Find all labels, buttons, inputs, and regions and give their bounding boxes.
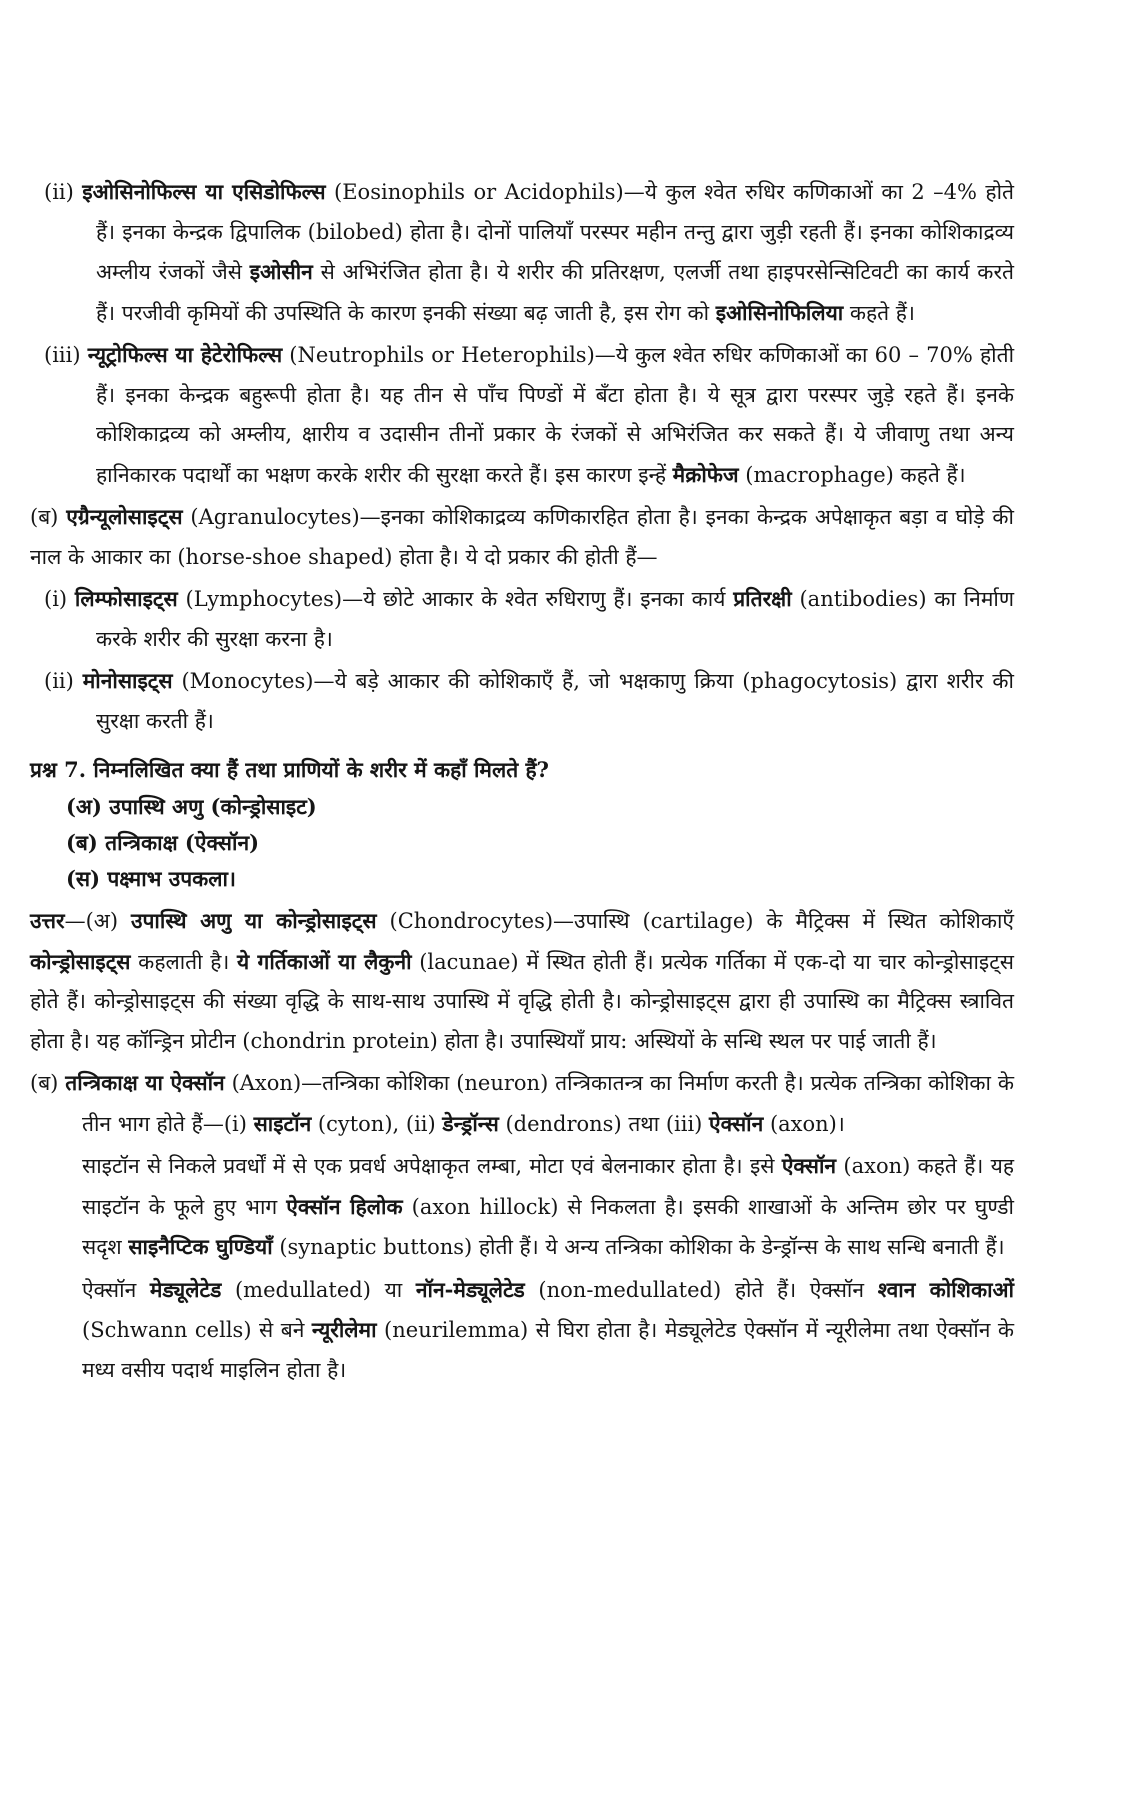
text-run: (medullated) या [221, 1277, 416, 1302]
bold-term: नॉन-मेड्यूलेटेड [415, 1276, 525, 1302]
text-run: (synaptic buttons) होती हैं। ये अन्य तन्त्रिका कोशिका के डेन्ड्रॉन्स के साथ सन्धि बनाती हैं। [272, 1235, 1005, 1259]
question-text: निम्नलिखित क्या हैं तथा प्राणियों के शरीर में कहाँ मिलते हैं? [93, 757, 549, 782]
text-run: (axon hillock) से निकलता है। इसकी शाखाओं के अन्तिम छोर पर घुण्डी सदृश [82, 1194, 1014, 1259]
text-run: (ii) [44, 180, 83, 204]
question-label: प्रश्न 7. [30, 757, 87, 782]
text-run: (ii) [44, 669, 83, 693]
text-run: (neurilemma) से घिरा होता है। मेड्यूलेटेड ऐक्सॉन में न्यूरीलेमा तथा ऐक्सॉन के मध्य वसीय पदार्थ माइलिन होता है। [82, 1318, 1014, 1382]
text-run: कहलाती है। [130, 949, 238, 974]
text-run: (Schwann cells) से बने [82, 1318, 312, 1342]
bold-term: उपास्थि अणु या कोन्ड्रोसाइट्स [131, 908, 377, 933]
bold-term: एग्रैन्यूलोसाइट्स [66, 504, 183, 529]
paragraph-lymphocytes [44, 579, 1014, 659]
text-run: (cyton), (ii) [311, 1111, 443, 1136]
bold-term: लिम्फोसाइट्स [74, 586, 178, 611]
wbc-types-section [30, 172, 1014, 741]
bold-term: डेन्ड्रॉन्स [442, 1110, 499, 1136]
answer-section [30, 901, 1014, 1390]
text-run: (non-medullated) होते हैं। ऐक्सॉन [524, 1277, 878, 1302]
bold-term: मेड्यूलेटेड [149, 1276, 222, 1302]
paragraph-neutrophils [44, 335, 1014, 495]
text-run: (Axon)—तन्त्रिका कोशिका (neuron) तन्त्रिकातन्त्र का निर्माण करती है। प्रत्येक तन्त्रिका कोशिका के तीन भाग होते हैं—(i) [82, 1071, 1014, 1136]
question-option-a: (अ) उपास्थि अणु (कोन्ड्रोसाइट) [66, 794, 317, 819]
bold-term: मैक्रोफेज [672, 461, 739, 487]
text-run: कहते हैं। [843, 300, 915, 325]
text-run: (antibodies) का निर्माण करके शरीर की सुरक्षा करना है। [96, 587, 1014, 651]
bold-term: न्यूट्रोफिल्स या हेटेरोफिल्स [87, 342, 283, 367]
paragraph-axon [30, 1063, 1014, 1144]
text-run: (ब) [30, 505, 67, 529]
bold-term: साइनैप्टिक घुण्डियाँ [128, 1234, 273, 1259]
bold-term: ऐक्सॉन हिलोक [286, 1193, 403, 1219]
text-run: (Chondrocytes)—उपास्थि (cartilage) के मैट्रिक्स में स्थित कोशिकाएँ [376, 909, 1015, 933]
text-run: (dendrons) तथा (iii) [498, 1111, 710, 1136]
question-7 [30, 751, 1014, 789]
text-run: —(अ) [64, 909, 131, 933]
text-run: (Lymphocytes)—ये छोटे आकार के श्वेत रुधिराणु हैं। इनका कार्य [177, 587, 734, 611]
bold-term: ऐक्सॉन [709, 1110, 764, 1136]
bold-term: मोनोसाइट्स [82, 668, 173, 693]
text-run: (Eosinophils or Acidophils)—ये कुल श्वेत रुधिर कणिकाओं का 2 –4% होते हैं। इनका केन्द्रक द्विपालिक (bilobed) होता है। दोनों पालियाँ परस्पर महीन तन्तु द्वारा जुड़ी रहती हैं। इनका कोशिकाद्रव्य अम्लीय रंजकों जैसे [96, 180, 1014, 284]
bold-term: श्वान कोशिकाओं [877, 1276, 1014, 1302]
text-run: ऐक्सॉन [82, 1277, 150, 1302]
text-run: (Agranulocytes)—इनका कोशिकाद्रव्य कणिकारहित होता है। इनका केन्द्रक अपेक्षाकृत बड़ा व घोड़े की नाल के आकार का (horse-shoe shaped) होता है। ये दो प्रकार की होती हैं— [30, 505, 1014, 569]
bold-term: ऐक्सॉन [781, 1153, 837, 1178]
text-run: (i) [44, 587, 75, 611]
text-run: (Neutrophils or Heterophils)—ये कुल श्वेत रुधिर कणिकाओं का 60 – 70% होती हैं। इनका केन्द्रक बहुरूपी होता है। यह तीन से पाँच पिण्डों में बँटा होता है। ये सूत्र द्वारा परस्पर जुड़े रहते हैं। इनके कोशिकाद्रव्य को अम्लीय, क्षारीय व उदासीन तीनों प्रकार के रंजकों से अभिरंजित कर सकते हैं। ये जीवाणु तथा अन्य हानिकारक पदार्थों का भक्षण करके शरीर की सुरक्षा करते हैं। इस कारण इन्हें [96, 343, 1015, 487]
paragraph-monocytes [44, 661, 1014, 741]
text-run: (axon) कहते हैं। यह साइटॉन के फूले हुए भाग [82, 1154, 1014, 1219]
bold-term: इओसीन [249, 259, 313, 284]
text-run: (Monocytes)—ये बड़े आकार की कोशिकाएँ हैं, जो भक्षकाणु क्रिया (phagocytosis) द्वारा शरीर की सुरक्षा करती हैं। [96, 669, 1014, 733]
bold-term: इओसिनोफिल्स या एसिडोफिल्स [82, 179, 326, 204]
text-run: (lacunae) में स्थित होती हैं। प्रत्येक गर्तिका में एक-दो या चार कोन्ड्रोसाइट्स होते हैं। कोन्ड्रोसाइट्स की संख्या वृद्धि के साथ-साथ उपास्थि में वृद्धि होती है। कोन्ड्रोसाइट्स द्वारा ही उपास्थि का मैट्रिक्स स्त्रावित होता है। यह कॉन्ड्रिन प्रोटीन (chondrin protein) होता है। उपास्थियाँ प्राय: अस्थियों के सन्धि स्थल पर पाई जाती हैं। [30, 949, 1015, 1053]
paragraph-agranulocytes [30, 497, 1014, 577]
text-run: साइटॉन से निकले प्रवर्धों में से एक प्रवर्ध अपेक्षाकृत लम्बा, मोटा एवं बेलनाकार होता है। इसे [82, 1154, 782, 1178]
paragraph-axon-2 [30, 1146, 1014, 1268]
question-option-c: (स) पक्ष्माभ उपकला। [66, 866, 236, 891]
bold-term: इओसिनोफिलिया [715, 299, 844, 325]
text-run: (ब) [30, 1071, 66, 1095]
text-run: (macrophage) कहते हैं। [738, 462, 966, 487]
question-option-b: (ब) तन्त्रिकाक्ष (ऐक्सॉन) [66, 830, 260, 855]
paragraph-axon-3 [30, 1270, 1014, 1391]
bold-term: न्यूरीलेमा [311, 1317, 377, 1342]
paragraph-eosinophils [44, 172, 1014, 333]
bold-term: ये गर्तिकाओं या लैकुनी [237, 948, 412, 974]
bold-term: साइटॉन [253, 1110, 312, 1136]
text-run: से अभिरंजित होता है। ये शरीर की प्रतिरक्षण, एलर्जी तथा हाइपरसेन्सिटिवटी का कार्य करते हैं। परजीवी कृमियों की उपस्थिति के कारण इनकी संख्या बढ़ जाती है, इस रोग को [96, 260, 1014, 325]
paragraph-chondrocytes [30, 901, 1014, 1061]
text-run: (iii) [44, 343, 88, 367]
bold-term: तन्त्रिकाक्ष या ऐक्सॉन [65, 1070, 225, 1095]
bold-term: प्रतिरक्षी [733, 586, 792, 611]
bold-term: कोन्ड्रोसाइट्स [30, 948, 131, 974]
text-run: (axon)। [763, 1111, 845, 1136]
bold-term: उत्तर [30, 908, 65, 933]
